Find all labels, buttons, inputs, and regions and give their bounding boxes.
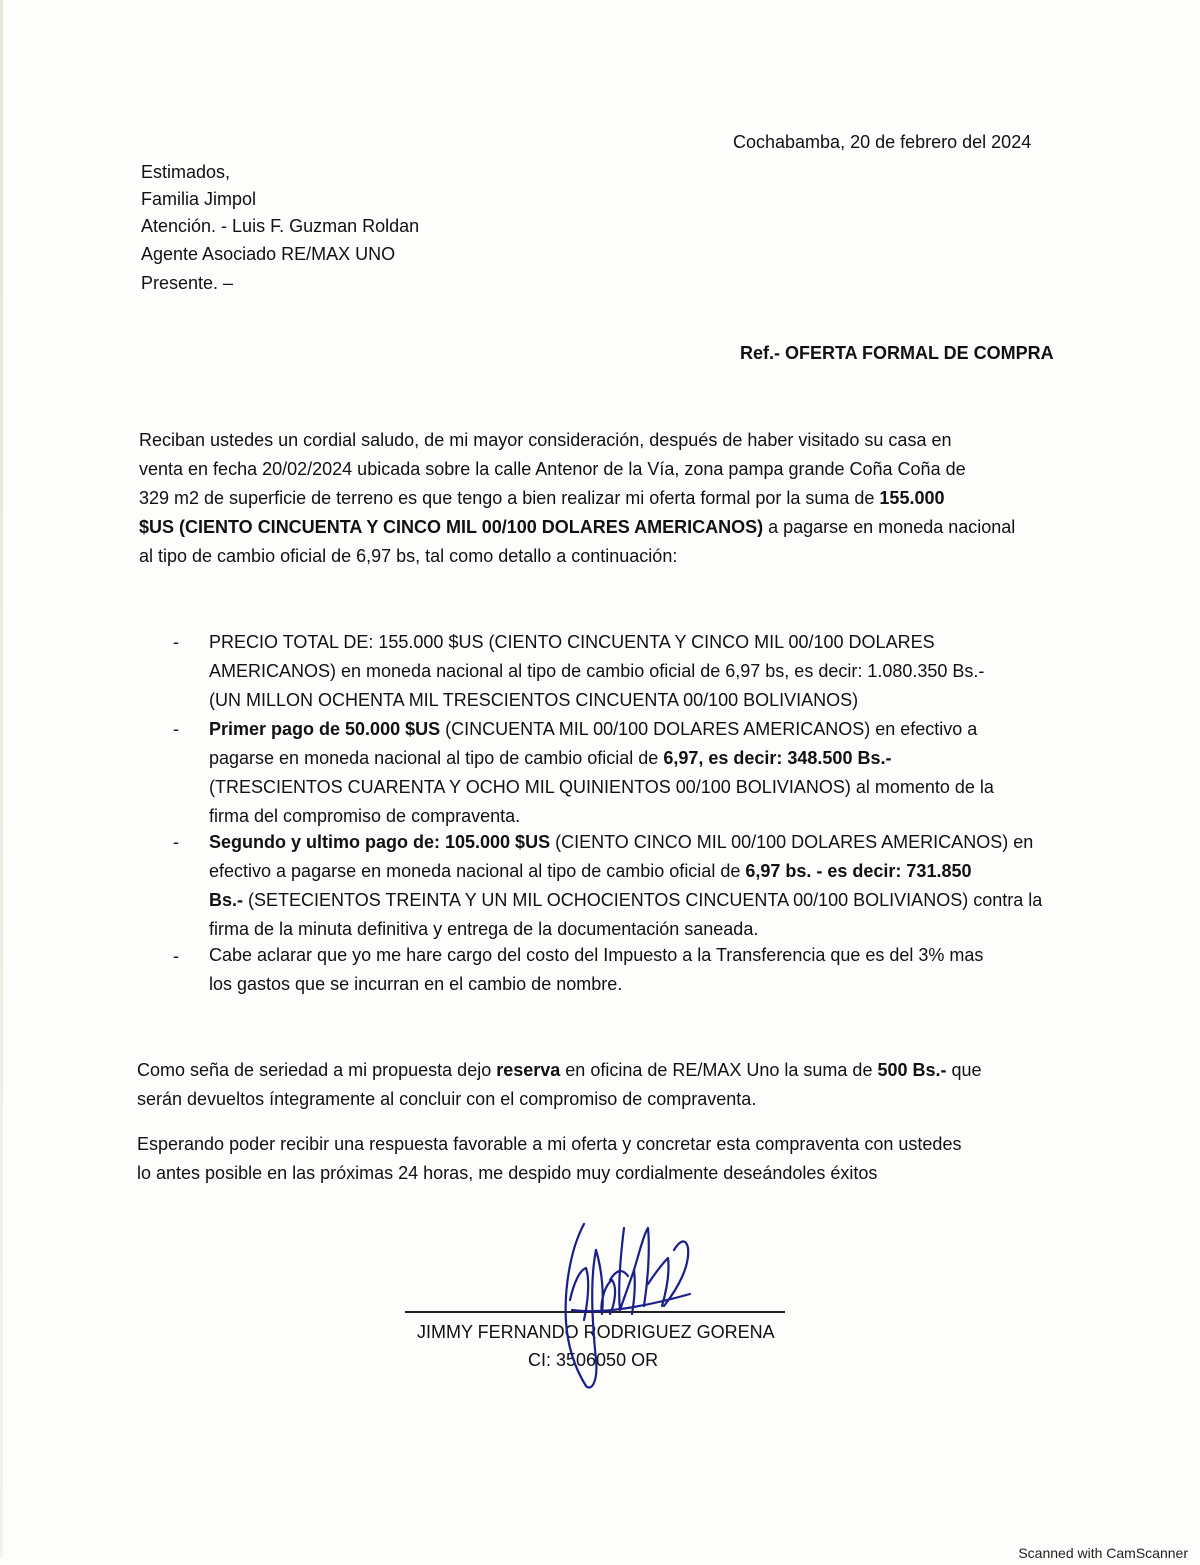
- second-payment-amount: Segundo y ultimo pago de: 105.000 $US: [209, 832, 551, 852]
- first-payment-amount: Primer pago de 50.000 $US: [209, 719, 441, 739]
- item-line: firma de la minuta definitiva y entrega de la documentación saneada.: [209, 919, 759, 939]
- item-line: [209, 744, 994, 773]
- deposit-paragraph: [137, 1056, 982, 1114]
- deposit-text: que: [946, 1060, 982, 1080]
- recipient-agent: Agente Asociado RE/MAX UNO: [141, 244, 396, 264]
- intro-line: [139, 513, 1015, 542]
- bullet-dash: -: [173, 946, 179, 966]
- item-line: (TRESCIENTOS CUARENTA Y OCHO MIL QUINIENTOS 00/100 BOLIVIANOS) al momento de la: [209, 777, 994, 797]
- deposit-text: en oficina de RE/MAX Uno la suma de: [560, 1060, 878, 1080]
- item-text: (SETECIENTOS TREINTA Y UN MIL OCHOCIENTOS CINCUENTA 00/100 BOLIVIANOS) contra la: [243, 890, 1043, 910]
- offer-amount-words: $US (CIENTO CINCUENTA Y CINCO MIL 00/100 DOLARES AMERICANOS): [139, 517, 764, 537]
- closing-line: lo antes posible en las próximas 24 horas, me despido muy cordialmente deseándoles éxitos: [137, 1163, 878, 1183]
- intro-text: a pagarse en moneda nacional: [763, 517, 1016, 537]
- offer-amount: 155.000: [879, 488, 945, 508]
- list-item: [209, 828, 1042, 944]
- closing-line: Esperando poder recibir una respuesta favorable a mi oferta y concretar esta compraventa con ustedes: [137, 1134, 962, 1154]
- item-text: efectivo a pagarse en moneda nacional al tipo de cambio oficial de: [209, 861, 746, 881]
- item-line: PRECIO TOTAL DE: 155.000 $US (CIENTO CINCUENTA Y CINCO MIL 00/100 DOLARES: [209, 632, 935, 652]
- intro-text: 329 m2 de superficie de terreno es que tengo a bien realizar mi oferta formal por la suma de: [139, 488, 880, 508]
- item-line: firma del compromiso de compraventa.: [209, 806, 521, 826]
- signatory-name: JIMMY FERNANDO RODRIGUEZ GORENA: [417, 1322, 775, 1342]
- deposit-text: Como seña de seriedad a mi propuesta dejo: [137, 1060, 497, 1080]
- deposit-amount: 500 Bs.-: [877, 1060, 947, 1080]
- recipient-attention: Atención. - Luis F. Guzman Roldan: [141, 216, 420, 236]
- intro-line: Reciban ustedes un cordial saludo, de mi mayor consideración, después de haber visitado su casa en: [139, 430, 952, 450]
- bullet-dash: -: [173, 719, 179, 739]
- deposit-line: [137, 1056, 982, 1085]
- bullet-dash: -: [173, 832, 179, 852]
- item-line: [209, 857, 1042, 886]
- handwritten-signature: [540, 1210, 720, 1395]
- date-line: Cochabamba, 20 de febrero del 2024: [733, 132, 1032, 152]
- camscanner-watermark: Scanned with CamScanner: [1018, 1545, 1188, 1561]
- intro-line: al tipo de cambio oficial de 6,97 bs, tal como detallo a continuación:: [139, 546, 678, 566]
- item-line: Cabe aclarar que yo me hare cargo del costo del Impuesto a la Transferencia que es del 3% mas: [209, 945, 984, 965]
- deposit-line: serán devueltos íntegramente al concluir con el compromiso de compraventa.: [137, 1089, 757, 1109]
- recipient-family: Familia Jimpol: [141, 189, 257, 209]
- item-line: [209, 828, 1042, 857]
- reserva-word: reserva: [496, 1060, 561, 1080]
- scan-edge: [0, 0, 3, 1565]
- item-text: pagarse en moneda nacional al tipo de cambio oficial de: [209, 748, 664, 768]
- intro-paragraph: [139, 426, 1015, 571]
- reference-line: Ref.- OFERTA FORMAL DE COMPRA: [740, 343, 1054, 363]
- second-payment-bs: 6,97 bs. - es decir: 731.850: [745, 861, 972, 881]
- second-payment-bs: Bs.-: [209, 890, 244, 910]
- signatory-ci: CI: 3506050 OR: [528, 1350, 659, 1370]
- list-item: [209, 941, 983, 999]
- intro-line: [139, 484, 1015, 513]
- item-line: los gastos que se incurran en el cambio de nombre.: [209, 974, 623, 994]
- intro-line: venta en fecha 20/02/2024 ubicada sobre la calle Antenor de la Vía, zona pampa grande Coña Coña de: [139, 459, 966, 479]
- closing-paragraph: [137, 1130, 961, 1188]
- item-line: AMERICANOS) en moneda nacional al tipo de cambio oficial de 6,97 bs, es decir: 1.080.350 Bs.-: [209, 661, 985, 681]
- item-line: [209, 886, 1042, 915]
- item-text: (CIENTO CINCO MIL 00/100 DOLARES AMERICANOS) en: [550, 832, 1034, 852]
- item-line: (UN MILLON OCHENTA MIL TRESCIENTOS CINCUENTA 00/100 BOLIVIANOS): [209, 690, 859, 710]
- list-item: [209, 715, 994, 831]
- first-payment-bs: 6,97, es decir: 348.500 Bs.-: [663, 748, 892, 768]
- list-item: [209, 628, 984, 715]
- greeting: Estimados,: [141, 162, 231, 182]
- bullet-dash: -: [173, 632, 179, 652]
- item-line: [209, 715, 994, 744]
- recipient-presente: Presente. –: [141, 273, 234, 293]
- item-text: (CINCUENTA MIL 00/100 DOLARES AMERICANOS) en efectivo a: [440, 719, 978, 739]
